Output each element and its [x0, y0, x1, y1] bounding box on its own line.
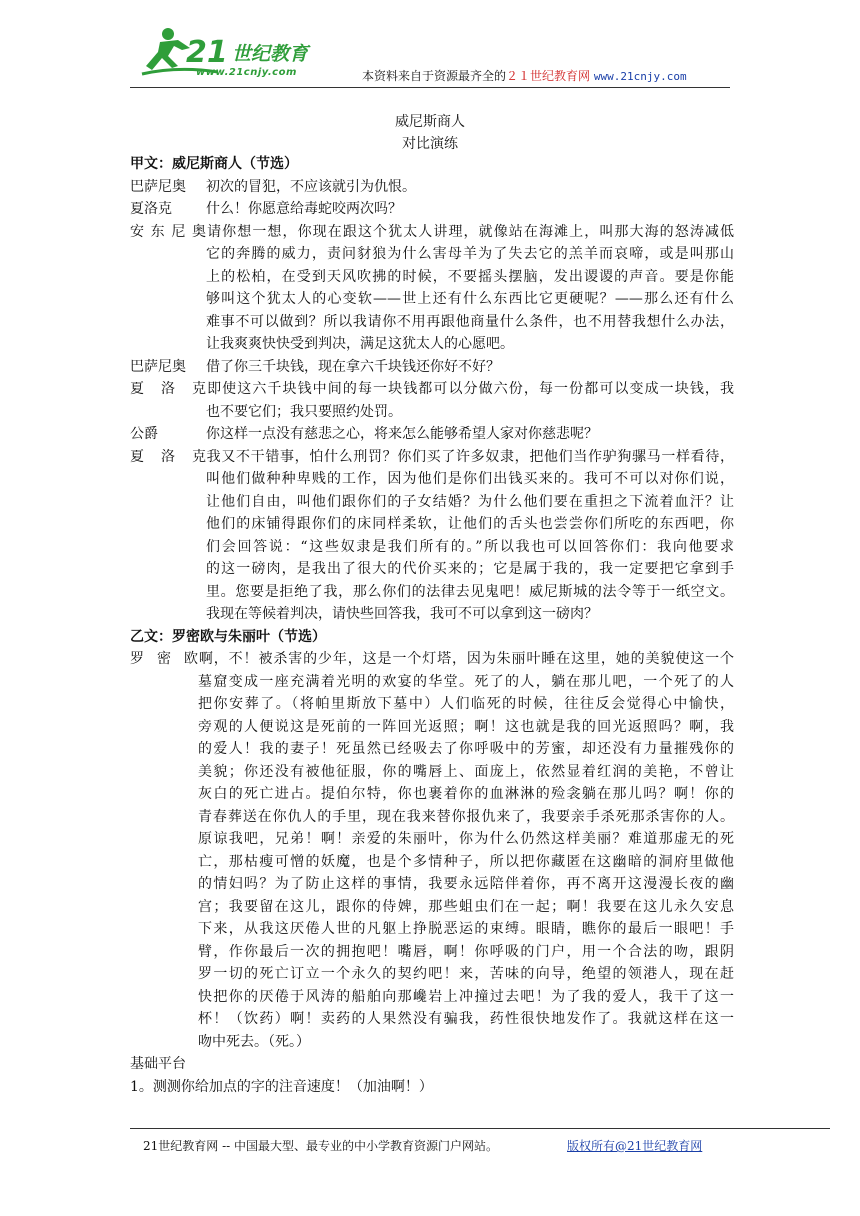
line-text: 啊，不！被杀害的少年，这是一个灯塔，因为朱丽叶睡在这里，她的美貌使这一个	[198, 651, 734, 667]
text-line	[130, 671, 734, 694]
text-line	[130, 693, 734, 716]
footer-text: 21世纪教育网 -- 中国最大型、最专业的中小学教育资源门户网站。	[143, 1139, 499, 1153]
text-line	[130, 536, 734, 559]
line-text: 吻中死去。（死。）	[198, 1033, 310, 1050]
foundation-heading: 基础平台	[130, 1056, 186, 1072]
document-body	[130, 153, 734, 1098]
footer-divider	[130, 1128, 830, 1129]
line-text: 亡，那枯瘦可憎的妖魔，也是个多情种子，所以把你藏匿在这幽暗的洞府里做他	[198, 853, 734, 870]
speaker-name: 夏洛克	[130, 448, 206, 465]
line-text: 它的奔腾的威力，责问豺狼为什么害母羊为了失去它的羔羊而哀啼，或是叫那山	[206, 246, 734, 262]
line-text: 即使这六千块钱中间的每一块钱都可以分做六份，每一份都可以变成一块钱，我	[206, 381, 734, 397]
section-b-heading: 乙文：罗密欧与朱丽叶（节选）	[130, 628, 326, 645]
line-text: 宫；我要留在这儿，跟你的侍婢，那些蛆虫们在一起；啊！我要在这儿永久安息	[198, 898, 734, 915]
speaker-name: 夏洛克	[130, 201, 172, 217]
line-text: 借了你三千块钱，现在拿六千块钱还你好不好？	[206, 358, 500, 375]
line-text: 快把你的厌倦于风涛的船舶向那巉岩上冲撞过去吧！为了我的爱人，我干了这一	[198, 988, 734, 1005]
text-line	[130, 198, 734, 221]
text-line	[130, 851, 734, 874]
text-line	[130, 986, 734, 1009]
header-note-site[interactable]: ２１世纪教育网	[506, 69, 591, 83]
text-line	[130, 221, 734, 244]
line-text: 让我爽爽快快受到判决，满足这犹太人的心愿吧。	[206, 336, 514, 352]
line-text: 臂，作你最后一次的拥抱吧！嘴唇，啊！你呼吸的门户，用一个合法的吻，跟阴	[198, 943, 734, 960]
text-line	[130, 1031, 734, 1054]
text-line	[130, 806, 734, 829]
doc-title: 威尼斯商人	[395, 114, 465, 130]
text-line	[130, 1008, 734, 1031]
line-text: 罗一切的死亡订立一个永久的契约吧！来，苦味的向导，绝望的领港人，现在赶	[198, 966, 734, 982]
dialog-a	[130, 176, 734, 626]
text-line	[130, 446, 734, 469]
text-line	[130, 491, 734, 514]
line-text: 也不要它们；我只要照约处罚。	[206, 403, 402, 420]
text-line	[130, 716, 734, 739]
speaker-name: 公爵	[130, 426, 158, 442]
line-text: 的这一磅肉，是我出了很大的代价买来的；它是属于我的，我一定要把它拿到手	[206, 561, 734, 577]
header-note-url[interactable]: www.21cnjy.com	[593, 70, 687, 83]
text-line	[130, 266, 734, 289]
text-line	[130, 558, 734, 581]
header-note-prefix: 本资料来自于资源最齐全的	[362, 69, 507, 83]
line-text: 让他们自由，叫他们跟你们的子女结婚？为什么他们要在重担之下流着血汗？让	[206, 493, 734, 510]
header-note	[362, 67, 687, 84]
speaker-name: 巴萨尼奥	[130, 358, 186, 375]
line-text: 把你安葬了。（将帕里斯放下墓中）人们临死的时候，往往反会觉得心中愉快，	[198, 696, 734, 712]
text-line	[130, 356, 734, 379]
line-text: 请你想一想，你现在跟这个犹太人讲理，就像站在海滩上，叫那大海的怒涛减低	[206, 223, 734, 240]
line-text: 的爱人！我的妻子！死虽然已经吸去了你呼吸中的芳蜜，却还没有力量摧残你的	[198, 741, 734, 757]
line-text: 难事不可以做到？所以我请你不用再跟他商量什么条件，也不用替我想什么办法，	[206, 313, 734, 330]
footer-copyright-link[interactable]: 版权所有@21世纪教育网	[567, 1139, 703, 1153]
text-line	[130, 963, 734, 986]
text-line	[130, 378, 734, 401]
text-line	[130, 648, 734, 671]
line-text: 初次的冒犯，不应该就引为仇恨。	[206, 178, 416, 195]
text-line	[130, 243, 734, 266]
line-text: 里。您要是拒绝了我，那么你们的法律去见鬼吧！威尼斯城的法令等于一纸空文。	[206, 583, 734, 600]
line-text: 美貌；你还没有被他征服，你的嘴唇上、面庞上，依然显着红润的美艳，不曾让	[198, 763, 734, 780]
question-1: 1。测测你给加点的字的注音速度！（加油啊！）	[130, 1078, 433, 1095]
section-a-heading: 甲文：威尼斯商人（节选）	[130, 156, 298, 172]
logo-wordmark: 世纪教育	[232, 43, 309, 65]
line-text: 原谅我吧，兄弟！啊！亲爱的朱丽叶，你为什么仍然这样美丽？难道那虚无的死	[198, 831, 734, 847]
text-line	[130, 896, 734, 919]
speaker-name: 罗密欧	[130, 651, 198, 667]
line-text: 上的松柏，在受到天风吹拂的时候，不要摇头摆脑，发出谡谡的声音。要是你能	[206, 268, 734, 285]
text-line	[130, 581, 734, 604]
line-text: 叫他们做种种卑贱的工作，因为他们是你们出钱买来的。我可不可以对你们说，	[206, 471, 734, 487]
line-text: 灰白的死亡进占。提伯尔特，你也裹着你的血淋淋的殓衾躺在那儿吗？啊！你的	[198, 786, 734, 802]
line-text: 够叫这个犹太人的心变软——世上还有什么东西比它更硬呢？——那么还有什么	[206, 291, 734, 307]
line-text: 我现在等候着判决，请快些回答我，我可不可以拿到这一磅肉？	[206, 606, 598, 622]
line-text: 下来，从我这厌倦人世的凡躯上挣脱恶运的束缚。眼睛，瞧你的最后一眼吧！手	[198, 921, 734, 937]
dialog-b	[130, 648, 734, 1053]
speaker-name: 安东尼奥	[130, 223, 206, 240]
text-line	[130, 176, 734, 199]
text-line	[130, 311, 734, 334]
text-line	[130, 513, 734, 536]
doc-subtitle: 对比演练	[402, 136, 458, 152]
header-divider	[130, 87, 730, 88]
line-text: 的情妇吗？为了防止这样的事情，我要永远陪伴着你，再不离开这漫漫长夜的幽	[198, 876, 734, 892]
logo-url: www.21cnjy.com	[196, 67, 297, 78]
speaker-name: 巴萨尼奥	[130, 178, 186, 195]
text-line	[130, 423, 734, 446]
text-line	[130, 783, 734, 806]
line-text: 青春葬送在你仇人的手里，现在我来替你报仇来了，我要亲手杀死那杀害你的人。	[198, 808, 734, 825]
text-line	[130, 468, 734, 491]
line-text: 杯！（饮药）啊！卖药的人果然没有骗我，药性很快地发作了。我就这样在这一	[198, 1011, 734, 1027]
line-text: 墓窟变成一座充满着光明的欢宴的华堂。死了的人，躺在那儿吧，一个死了的人	[198, 673, 734, 690]
line-text: 我又不干错事，怕什么刑罚？你们买了许多奴隶，把他们当作驴狗骡马一样看待，	[206, 448, 734, 465]
line-text: 们会回答说：“这些奴隶是我们所有的。”所以我也可以回答你们：我向他要求	[206, 538, 734, 555]
text-line	[130, 828, 734, 851]
text-line	[130, 918, 734, 941]
text-line	[130, 333, 734, 356]
text-line	[130, 603, 734, 626]
line-text: 什么！你愿意给毒蛇咬两次吗？	[206, 201, 402, 217]
text-line	[130, 738, 734, 761]
line-text: 他们的床铺得跟你们的床同样柔软，让他们的舌头也尝尝你们所吃的东西吧，你	[206, 516, 734, 532]
line-text: 旁观的人便说这是死前的一阵回光返照；啊！这也就是我的回光返照吗？啊，我	[198, 718, 734, 735]
text-line	[130, 941, 734, 964]
text-line	[130, 761, 734, 784]
svg-text:21: 21	[186, 35, 228, 70]
text-line	[130, 288, 734, 311]
speaker-name: 夏洛克	[130, 381, 206, 397]
text-line	[130, 401, 734, 424]
text-line	[130, 873, 734, 896]
line-text: 你这样一点没有慈悲之心，将来怎么能够希望人家对你慈悲呢？	[206, 426, 598, 442]
